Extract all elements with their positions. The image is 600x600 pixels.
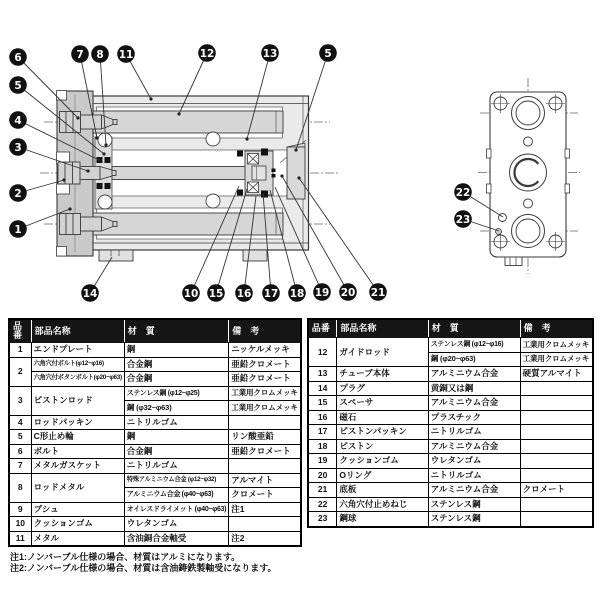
- table-row: 17 ピストンパッキン ニトリルゴム: [308, 425, 593, 440]
- piston-rod: [112, 167, 248, 180]
- table-row: 11 メタル 含油銅合金軸受 注2: [9, 531, 301, 546]
- col-header-remark: 備 考: [520, 319, 593, 338]
- svg-text:3: 3: [14, 141, 22, 154]
- svg-text:6: 6: [14, 51, 22, 64]
- svg-text:10: 10: [183, 287, 199, 300]
- col-header-remark: 備 考: [229, 319, 301, 343]
- callout-marker: [182, 284, 200, 302]
- callout-marker: [288, 284, 306, 302]
- footnote-1: 注1:ノンバーブル仕様の場合、材質はアルミになります。: [10, 552, 241, 562]
- table-row: 16 磁石 プラスチック: [308, 410, 593, 425]
- table-row: 12 ガイドロッド ステンレス鋼 (φ12~φ16) 工業用クロムメッキ: [308, 338, 593, 353]
- footnotes: [0, 547, 600, 575]
- svg-text:20: 20: [340, 286, 356, 299]
- footnote-2: 注2:ノンバーブル仕様の場合、材質は含油鋳鉄製軸受になります。: [10, 563, 277, 574]
- svg-text:5: 5: [324, 47, 332, 60]
- callout-marker: [71, 45, 89, 63]
- parts-table-left: [8, 318, 302, 547]
- svg-text:19: 19: [314, 286, 330, 299]
- col-header-name: 部品名称: [31, 319, 124, 343]
- table-row: 1 エンドプレート 鋼 ニッケルメッキ: [9, 343, 301, 358]
- table-row: 13 チューブ本体 アルミニウム合金 硬質アルマイト: [308, 367, 593, 382]
- callout-marker: [454, 183, 472, 201]
- callout-marker: [369, 283, 387, 301]
- callout-marker: [9, 184, 27, 202]
- callout-marker: [339, 283, 357, 301]
- callout-marker: [207, 284, 225, 302]
- callout-marker: [81, 284, 99, 302]
- table-row: 19 クッションゴム ウレタンゴム: [308, 454, 593, 469]
- col-header-no: 品番: [308, 319, 337, 338]
- table-row: 六角穴付ボタンボルト(φ20~φ63) 合金鋼 亜鉛クロメート: [9, 372, 301, 387]
- svg-text:11: 11: [118, 48, 134, 61]
- svg-text:23: 23: [455, 213, 471, 226]
- table-row: 10 クッションゴム ウレタンゴム: [9, 517, 301, 532]
- table-row: 5 C形止め輪 鋼 リン酸亜鉛: [9, 430, 301, 445]
- table-row: 8 ロッドメタル 特殊アルミニウム合金 (φ12~φ32) アルマイト: [9, 473, 301, 488]
- svg-text:1: 1: [14, 223, 22, 236]
- col-header-name: 部品名称: [337, 319, 428, 338]
- svg-text:8: 8: [96, 48, 104, 61]
- table-header-row: [9, 319, 301, 343]
- callout-marker: [9, 220, 27, 238]
- svg-text:5: 5: [14, 79, 22, 92]
- table-row: 4 ロッドパッキン ニトリルゴム: [9, 415, 301, 430]
- callout-marker: [9, 111, 27, 129]
- callout-marker: [313, 283, 331, 301]
- svg-text:17: 17: [263, 287, 279, 300]
- callout-marker: [454, 210, 472, 228]
- table-row: 23 鋼球 ステンレス鋼: [308, 512, 593, 527]
- callout-marker: [261, 44, 279, 62]
- callout-marker: [319, 44, 337, 62]
- svg-text:14: 14: [82, 287, 98, 300]
- table-row: 7 メタルガスケット ニトリルゴム: [9, 459, 301, 474]
- table-header-row: [308, 319, 593, 338]
- table-row: 14 プラグ 黄銅又は鋼: [308, 381, 593, 396]
- svg-text:12: 12: [199, 47, 215, 60]
- table-row: 18 ピストン アルミニウム合金: [308, 439, 593, 454]
- guide-rod-top: [93, 111, 283, 133]
- col-header-no: 品番: [9, 319, 31, 343]
- callout-marker: [235, 284, 253, 302]
- guide-rod-bottom: [93, 213, 283, 235]
- callout-marker: [9, 48, 27, 66]
- parts-table-right: [307, 318, 594, 528]
- table-row: 15 スペーサ アルミニウム合金: [308, 396, 593, 411]
- svg-text:13: 13: [262, 47, 278, 60]
- table-row: 3 ピストンロッド ステンレス鋼 (φ12~φ25) 工業用クロムメッキ: [9, 386, 301, 401]
- parts-tables: [0, 316, 600, 547]
- svg-text:4: 4: [14, 114, 22, 127]
- col-header-material: 材 質: [124, 319, 228, 343]
- svg-text:16: 16: [236, 287, 252, 300]
- table-row: 21 底板 アルミニウム合金 クロメート: [308, 483, 593, 498]
- svg-text:18: 18: [289, 287, 305, 300]
- svg-text:15: 15: [208, 287, 224, 300]
- callout-marker: [117, 45, 135, 63]
- svg-text:2: 2: [14, 187, 22, 200]
- col-header-material: 材 質: [428, 319, 520, 338]
- callout-marker: [91, 45, 109, 63]
- callout-marker: [9, 138, 27, 156]
- callout-marker: [198, 44, 216, 62]
- table-row: 鋼 (φ32~φ63) 工業用クロムメッキ: [9, 401, 301, 416]
- svg-text:21: 21: [370, 286, 386, 299]
- svg-text:22: 22: [455, 186, 471, 199]
- table-row: アルミニウム合金 (φ40~φ63) クロメート: [9, 488, 301, 503]
- table-row: 2 六角穴付ボルト(φ12~φ16) 合金鋼 亜鉛クロメート: [9, 357, 301, 372]
- table-row: 20 Oリング ニトリルゴム: [308, 468, 593, 483]
- callout-marker: [9, 76, 27, 94]
- table-row: 6 ボルト 合金鋼 亜鉛クロメート: [9, 444, 301, 459]
- svg-text:7: 7: [76, 48, 84, 61]
- table-row: 鋼 (φ20~φ63) 工業用クロムメッキ: [308, 352, 593, 367]
- table-row: 22 六角穴付止めねじ ステンレス鋼: [308, 497, 593, 512]
- callout-marker: [262, 284, 280, 302]
- steel-ball: [496, 229, 502, 235]
- table-row: 9 ブシュ オイレスドライメット (φ40~φ63) 注1: [9, 502, 301, 517]
- mounting-feet: [99, 250, 267, 261]
- end-view: [487, 92, 570, 266]
